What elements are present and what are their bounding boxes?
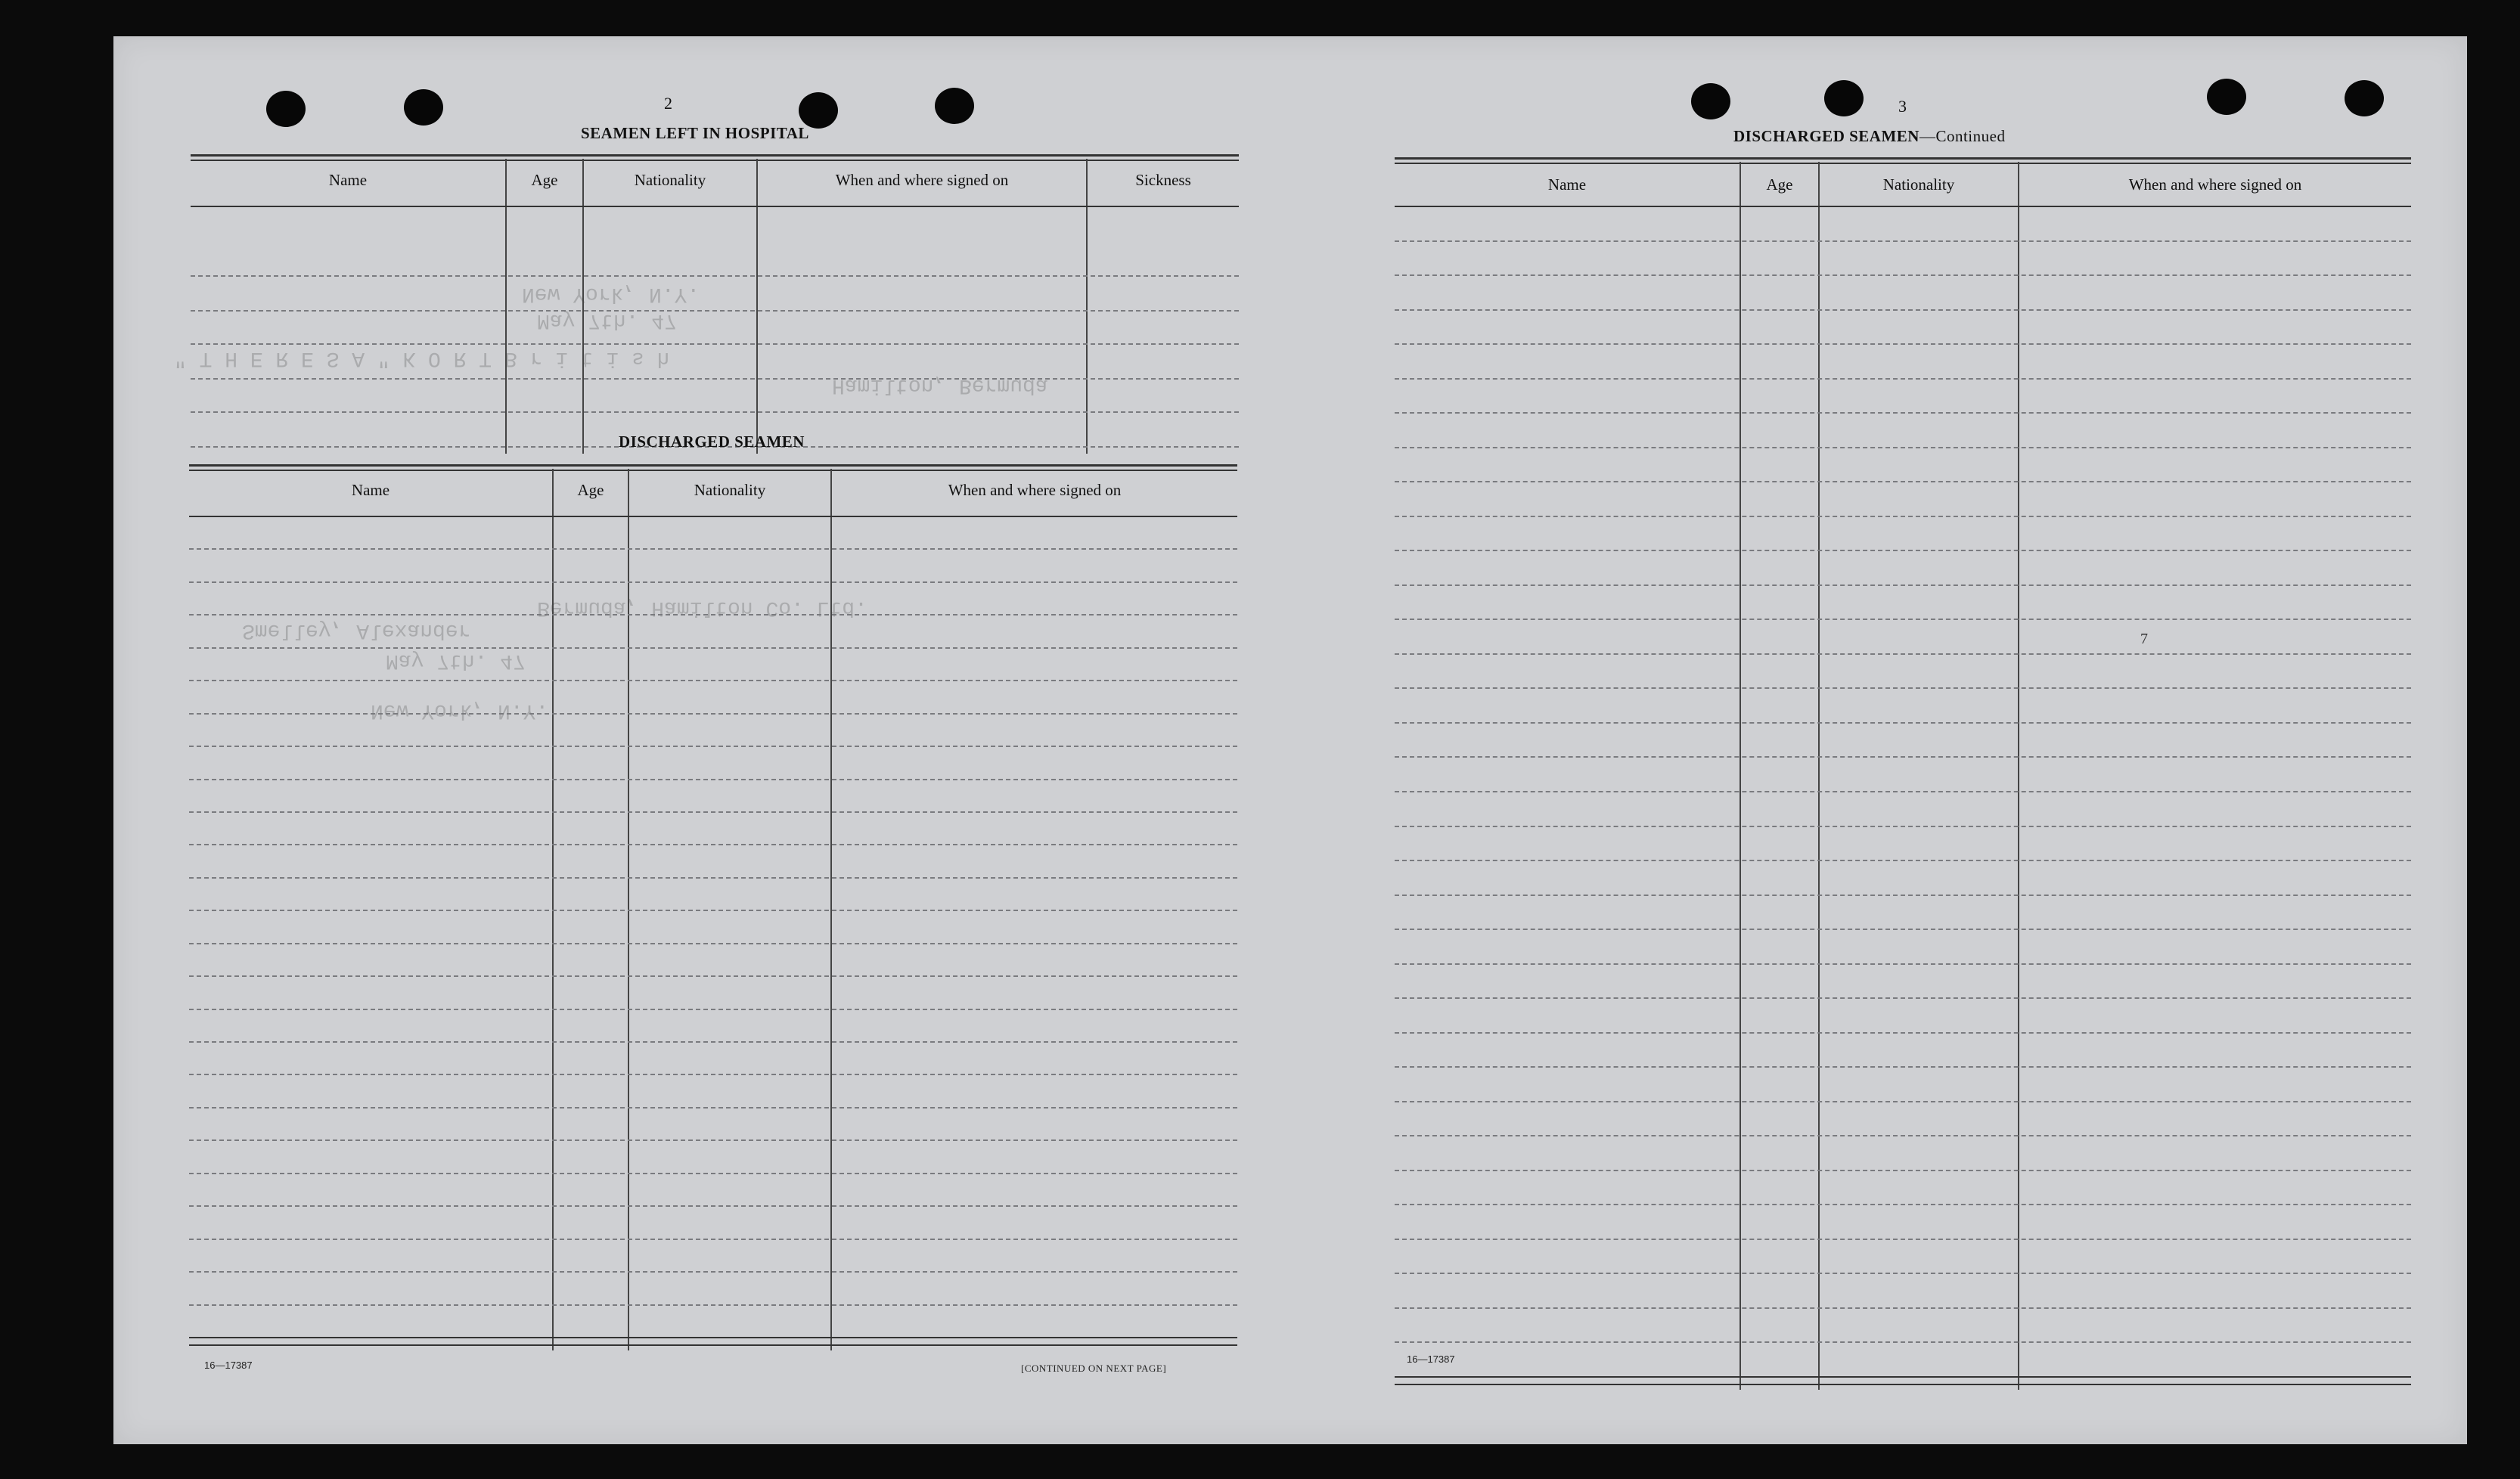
table-row	[189, 1107, 1237, 1108]
table-row	[1395, 1170, 2411, 1171]
table-row	[189, 1139, 1237, 1141]
table-row	[1395, 1101, 2411, 1102]
table-row	[189, 1173, 1237, 1174]
table-row	[1395, 550, 2411, 551]
hospital-table	[191, 154, 1239, 454]
table-row	[1395, 1066, 2411, 1068]
table-row	[189, 1239, 1237, 1240]
table-row	[189, 1205, 1237, 1207]
table-row	[1395, 1204, 2411, 1205]
table-row	[1395, 963, 2411, 965]
section-title-discharged: DISCHARGED SEAMEN	[619, 433, 805, 451]
page-number: 2	[664, 94, 672, 113]
bleed-through-text: New York, N.Y.	[371, 699, 549, 722]
table-row	[1395, 722, 2411, 724]
table-row	[1395, 240, 2411, 242]
column-header-signed-on: When and where signed on	[948, 481, 1122, 499]
punch-hole	[266, 91, 306, 127]
table-row	[1395, 687, 2411, 689]
table-row	[1395, 309, 2411, 311]
punch-hole	[935, 88, 974, 124]
table-row	[189, 877, 1237, 879]
table-row	[189, 680, 1237, 681]
table-row	[1395, 1341, 2411, 1343]
table-row	[1395, 343, 2411, 345]
table-row	[1395, 826, 2411, 827]
table-row	[1395, 584, 2411, 586]
table-row	[1395, 1032, 2411, 1034]
table-row	[189, 975, 1237, 977]
table-row	[1395, 1239, 2411, 1240]
table-row	[189, 614, 1237, 615]
column-header-name: Name	[1547, 175, 1587, 194]
column-header-name: Name	[328, 171, 368, 189]
table-row	[189, 746, 1237, 747]
table-row	[1395, 997, 2411, 999]
column-header-nationality: Nationality	[634, 171, 706, 189]
column-header-signed-on: When and where signed on	[835, 171, 1009, 189]
table-row	[189, 1041, 1237, 1043]
table-row	[189, 943, 1237, 944]
table-row	[189, 1074, 1237, 1075]
continued-note: [CONTINUED ON NEXT PAGE]	[1021, 1363, 1167, 1374]
table-row	[1395, 756, 2411, 758]
bleed-through-text: May 7th. 47	[537, 309, 677, 332]
column-header-nationality: Nationality	[1882, 175, 1955, 194]
document-sheet	[113, 36, 2467, 1444]
table-row	[189, 779, 1237, 780]
table-row	[189, 910, 1237, 911]
table-row	[1395, 481, 2411, 482]
table-row	[1395, 860, 2411, 861]
form-number: 16—17387	[1407, 1353, 1455, 1365]
form-number: 16—17387	[204, 1360, 253, 1371]
table-row	[1395, 274, 2411, 276]
section-title-discharged-continued	[1733, 127, 2005, 146]
section-title-text: DISCHARGED SEAMEN	[1733, 127, 1919, 145]
punch-hole	[1824, 80, 1864, 116]
table-row	[189, 1271, 1237, 1273]
punch-hole	[799, 92, 838, 129]
table-row	[1395, 447, 2411, 448]
table-row	[189, 647, 1237, 649]
table-row	[189, 811, 1237, 813]
bleed-through-text: May 7th. 47	[386, 649, 526, 672]
section-title-hospital: SEAMEN LEFT IN HOSPITAL	[581, 124, 809, 142]
punch-hole	[2207, 79, 2246, 115]
table-row	[1395, 1135, 2411, 1136]
bleed-through-text: Smelley, Alexander	[242, 619, 471, 642]
column-header-age: Age	[531, 171, 558, 189]
punch-hole	[1691, 83, 1730, 119]
column-header-nationality: Nationality	[694, 481, 766, 499]
discharged-table-left	[189, 464, 1237, 1350]
punch-hole	[404, 89, 443, 126]
bleed-through-text: New York, N.Y.	[522, 282, 700, 305]
table-row	[189, 1304, 1237, 1306]
table-row	[1395, 929, 2411, 930]
table-row	[1395, 619, 2411, 620]
column-header-sickness: Sickness	[1135, 171, 1191, 189]
table-row	[189, 581, 1237, 583]
column-header-age: Age	[577, 481, 604, 499]
table-row	[1395, 653, 2411, 655]
bleed-through-text: Hamilton, Bermuda	[832, 374, 1048, 397]
table-row	[1395, 1307, 2411, 1309]
table-row	[1395, 791, 2411, 792]
column-header-name: Name	[351, 481, 390, 499]
table-row	[189, 1009, 1237, 1010]
page-number: 3	[1898, 97, 1907, 116]
discharged-table-right	[1395, 157, 2411, 1390]
table-row	[1395, 378, 2411, 380]
bleed-through-text: Bermuda, Hamilton Co. Ltd.	[537, 596, 867, 619]
column-header-signed-on: When and where signed on	[2128, 175, 2302, 194]
punch-hole	[2345, 80, 2384, 116]
table-row	[1395, 412, 2411, 414]
table-row	[1395, 516, 2411, 517]
table-row	[189, 713, 1237, 715]
stray-mark: 7	[2140, 631, 2148, 647]
column-header-age: Age	[1766, 175, 1793, 194]
bleed-through-text: " T H E R E S A " K O R T B r i t i s h	[174, 346, 670, 370]
table-row	[189, 548, 1237, 550]
table-row	[1395, 895, 2411, 896]
table-row	[1395, 1273, 2411, 1274]
section-title-suffix: —Continued	[1919, 127, 2006, 145]
table-row	[189, 844, 1237, 845]
